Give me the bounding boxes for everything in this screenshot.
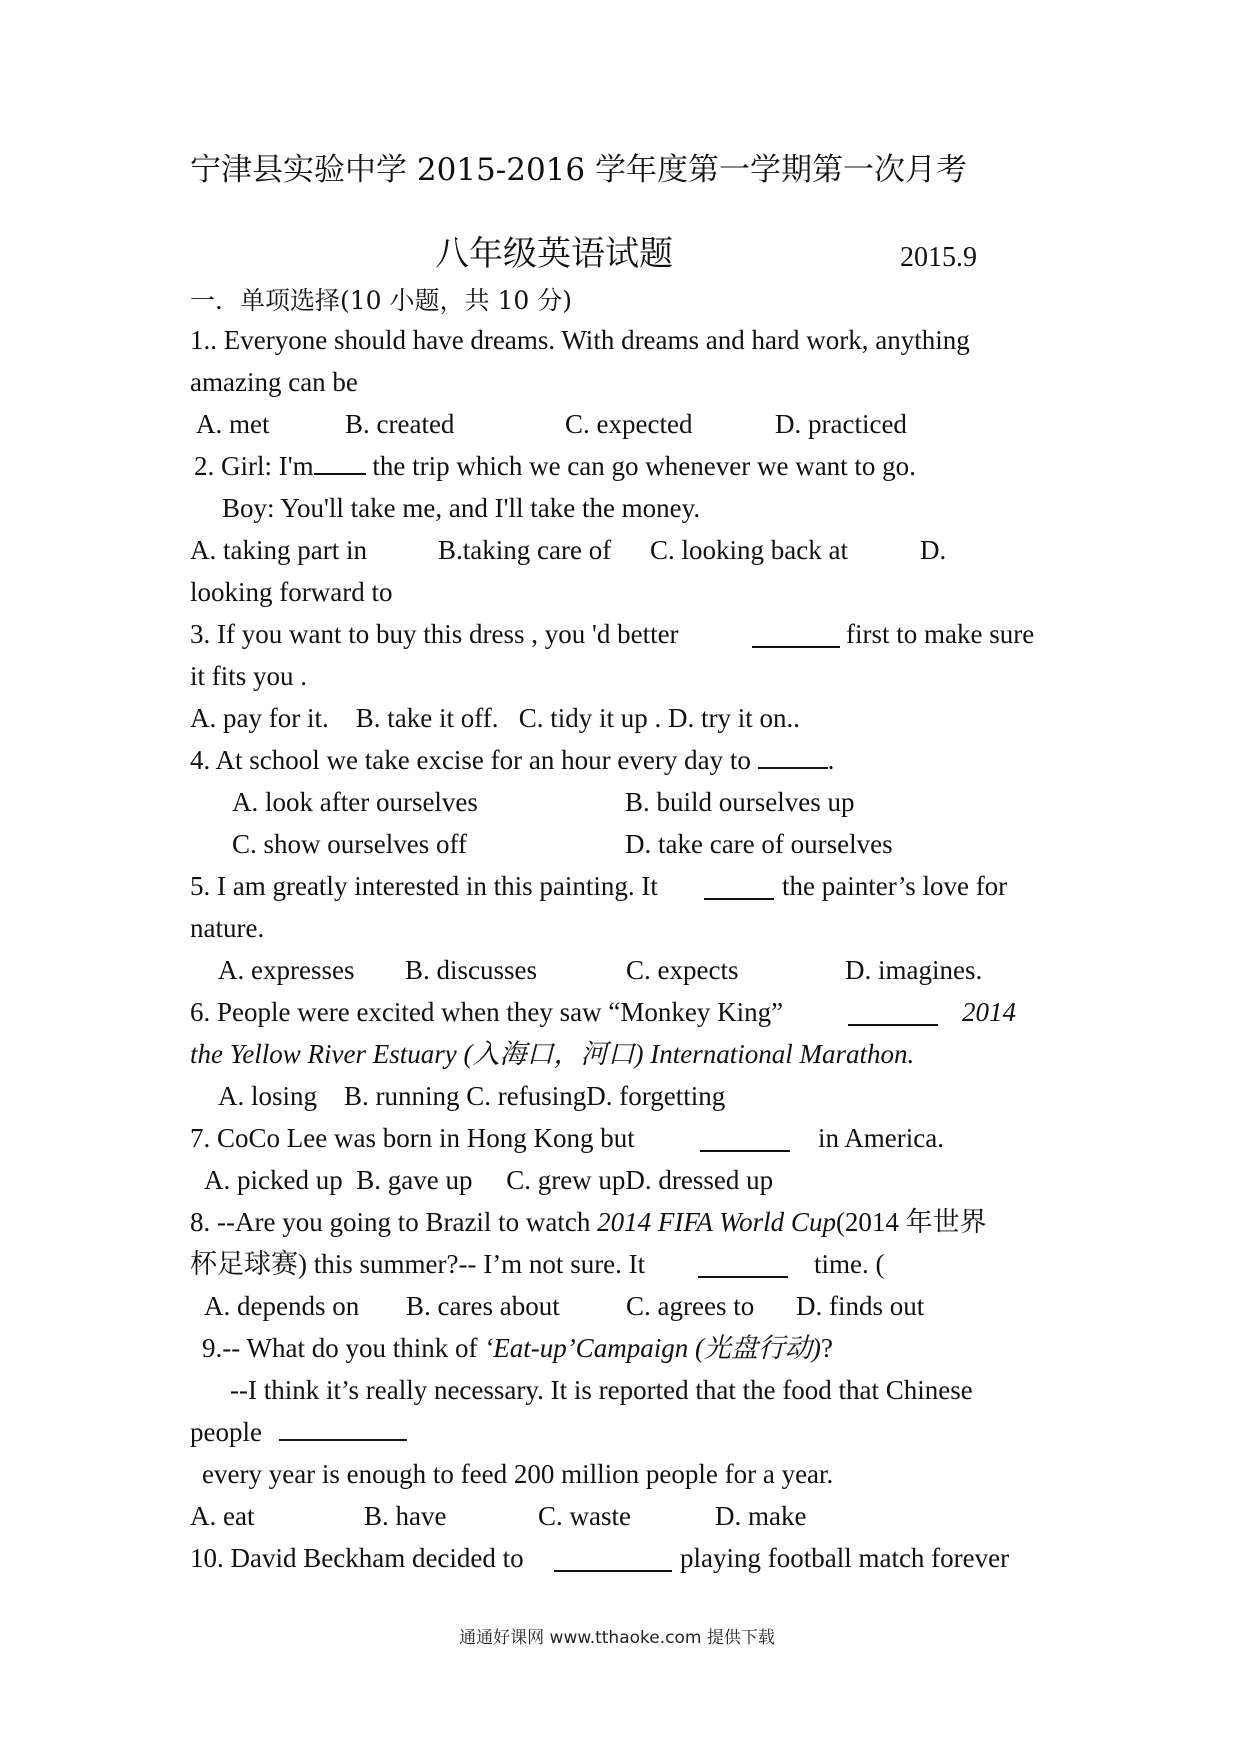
q2-option-d: D. [920,535,947,565]
q5-option-a: A. expresses [218,955,355,985]
q9-option-d: D. make [715,1501,807,1531]
q4-stem-end: . [827,745,835,775]
q2-stem [194,448,916,484]
q7-options: A. picked up B. gave up C. grew upD. dressed up [204,1165,774,1195]
q4-stem-start: 4. At school we take excise for an hour every day to [190,745,751,775]
q2-option-d-cont: looking forward to [190,577,393,607]
exam-subtitle: 八年级英语试题 [435,234,673,274]
q10-stem [190,1540,1050,1576]
q10-stem-end: playing football match forever [680,1543,1010,1573]
q10-stem-start: 10. David Beckham decided to [190,1543,524,1573]
q5-stem [190,868,1050,904]
q7-blank [700,1128,790,1152]
q9-option-b: B. have [364,1501,447,1531]
q7-stem-start: 7. CoCo Lee was born in Hong Kong but [190,1123,635,1153]
q2-option-a: A. taking part in [190,535,367,565]
q1-option-d: D. practiced [775,409,907,439]
q8-stem-italic: 2014 FIFA World Cup [597,1207,836,1237]
q4-stem [190,742,834,778]
q8-options [190,1288,1050,1324]
q8-stem-cont-end: time. ( [814,1249,885,1279]
q9-stem-cont3: every year is enough to feed 200 million people for a year. [202,1459,834,1489]
q9-stem-cont2 [190,1414,407,1450]
q5-option-b: B. discusses [405,955,538,985]
q4-option-c: C. show ourselves off [232,829,467,859]
q6-blank [848,1002,938,1026]
q4-option-a: A. look after ourselves [232,787,478,817]
q1-option-a: A. met [196,409,270,439]
q2-options [190,532,990,568]
exam-title: 宁津县实验中学 2015-2016 学年度第一学期第一次月考 [190,152,967,188]
q8-stem-cont-start: 杯足球赛) this summer?-- I’m not sure. It [190,1249,646,1279]
q8-option-d: D. finds out [796,1291,925,1321]
q5-stem-cont: nature. [190,913,265,943]
q5-blank [704,876,774,900]
q1-option-c: C. expected [565,409,693,439]
q4-option-d: D. take care of ourselves [625,829,893,859]
q3-stem-cont: it fits you . [190,661,308,691]
q6-stem-end: 2014 [962,997,1016,1027]
q8-stem [190,1204,987,1240]
q9-blank [279,1417,407,1441]
q8-option-b: B. cares about [406,1291,560,1321]
q7-stem [190,1120,1050,1156]
q8-stem-cont [190,1246,1050,1282]
q4-option-b: B. build ourselves up [625,787,855,817]
q3-stem-start: 3. If you want to buy this dress , you 'd better [190,619,679,649]
q2-option-b: B.taking care of [438,535,612,565]
q9-stem-people: people [190,1417,262,1447]
q3-stem-end: first to make sure [846,619,1035,649]
q1-stem: 1.. Everyone should have dreams. With dreams and hard work, anything [190,325,970,355]
q6-options: A. losing B. running C. refusingD. forgetting [218,1081,726,1111]
q6-stem [190,994,1050,1030]
q9-stem [202,1330,833,1366]
q2-blank [314,451,366,475]
q8-option-a: A. depends on [204,1291,360,1321]
q2-stem-start: 2. Girl: I'm [194,451,314,481]
q6-stem-start: 6. People were excited when they saw “Monkey King” [190,997,784,1027]
q2-option-c: C. looking back at [650,535,848,565]
q3-stem [190,616,1050,652]
q10-blank [554,1548,672,1572]
q7-stem-end: in America. [818,1123,944,1153]
q6-stem-cont: the Yellow River Estuary (入海口，河口) International Marathon. [190,1039,915,1069]
q1-stem-cont: amazing can be [190,367,358,397]
q1-options [190,406,990,442]
page-footer: 通通好课网 www.tthaoke.com 提供下载 [459,1628,775,1648]
q8-stem-start: 8. --Are you going to Brazil to watch [190,1207,598,1237]
q8-blank [698,1254,788,1278]
q9-option-c: C. waste [538,1501,631,1531]
q8-option-c: C. agrees to [626,1291,755,1321]
q4-blank [758,745,828,769]
q9-stem-end: ? [820,1333,833,1363]
q9-stem-start: 9.-- What do you think of [202,1333,485,1363]
q5-options [190,952,1050,988]
exam-date: 2015.9 [900,242,977,273]
q8-stem-end: (2014 年世界 [835,1207,987,1237]
q9-stem-cont: --I think it’s really necessary. It is reported that the food that Chinese [230,1375,973,1405]
q4-options-row2 [190,826,990,862]
section-heading: 一．单项选择(10 小题，共 10 分) [190,286,572,315]
q5-stem-end: the painter’s love for [782,871,1008,901]
q2-stem-cont: Boy: You'll take me, and I'll take the money. [222,493,701,523]
q4-options-row1 [190,784,990,820]
q9-option-a: A. eat [190,1501,255,1531]
q5-option-d: D. imagines. [845,955,983,985]
q2-stem-end: the trip which we can go whenever we want to go. [365,451,916,481]
q5-option-c: C. expects [626,955,739,985]
q5-stem-start: 5. I am greatly interested in this painting. It [190,871,658,901]
q9-stem-italic: ‘Eat-up’Campaign (光盘行动) [484,1333,821,1363]
q3-options: A. pay for it. B. take it off. C. tidy it up . D. try it on.. [190,703,800,733]
q1-option-b: B. created [345,409,455,439]
q9-options [190,1498,1050,1534]
q3-blank [752,624,840,648]
